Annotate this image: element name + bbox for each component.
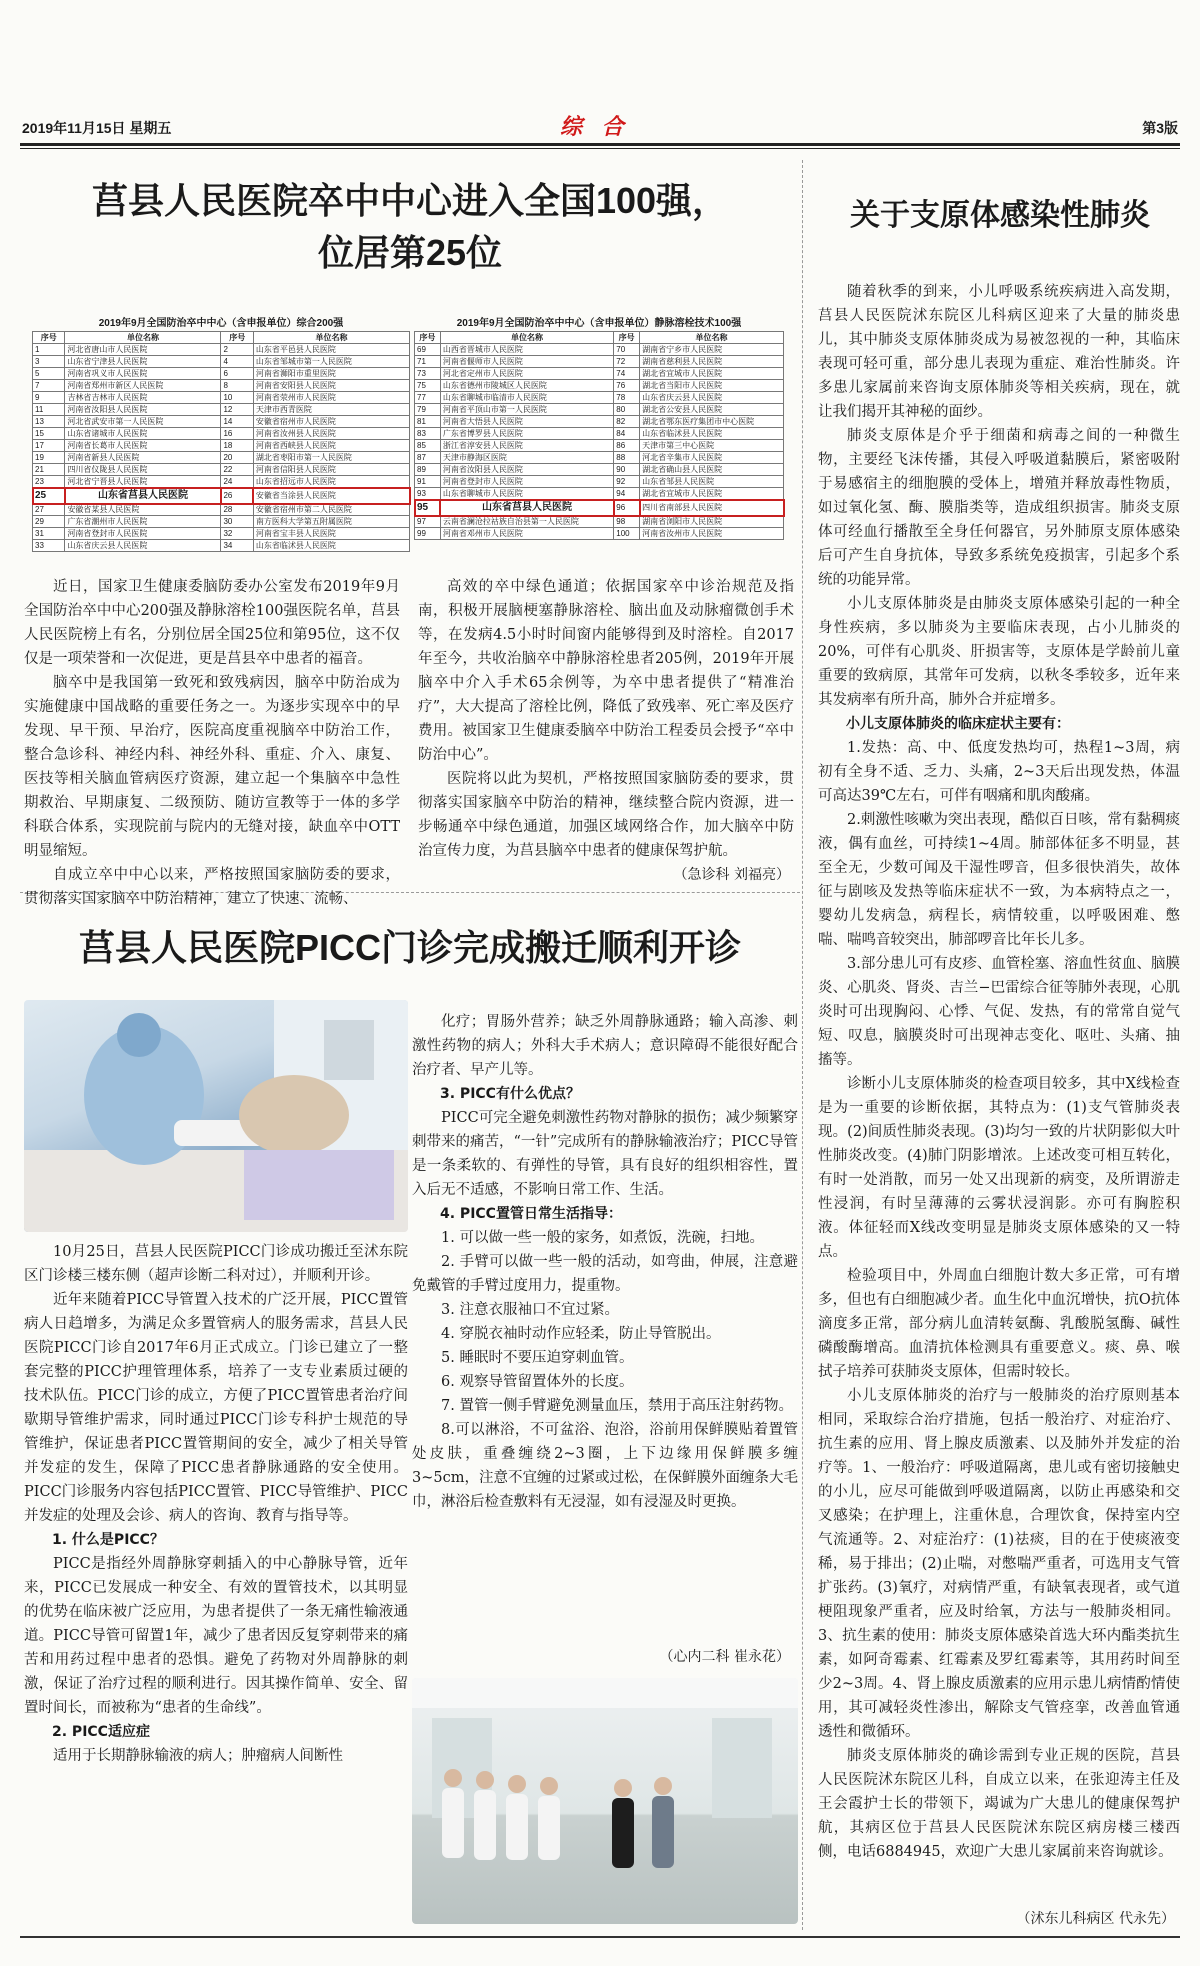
table-row — [33, 452, 410, 464]
article1-headline — [25, 175, 795, 279]
table-cell: 河南省郑州市新区人民医院 — [65, 380, 221, 392]
table-cell: 安徽省某县人民医院 — [65, 504, 221, 516]
table-cell: 山东省邹城市第一人民医院 — [253, 356, 409, 368]
table-row — [33, 440, 410, 452]
table-cell: 94 — [614, 488, 640, 500]
article2-headline: 莒县人民医院PICC门诊完成搬迁顺利开诊 — [78, 927, 741, 968]
table-header-row — [33, 332, 410, 344]
table-cell: 安徽省宿州市第二人民医院 — [253, 504, 409, 516]
table-cell: 山东省庆云县人民医院 — [65, 540, 221, 552]
table-cell: 河北省宁晋县人民医院 — [65, 476, 221, 488]
table-cell: 28 — [221, 504, 253, 516]
table-row-highlighted — [33, 488, 410, 504]
table-row — [415, 452, 784, 464]
ranking-table-thrombolysis — [414, 312, 784, 540]
paragraph: 小儿支原体肺炎的治疗与一般肺炎的治疗原则基本相同，采取综合治疗措施，包括一般治疗、对症治疗、抗生素的应用、肾上腺皮质激素、以及肺外并发症的治疗等。1、一般治疗：呼吸道隔离，患儿或有密切接触史的小儿，应尽可能做到呼吸道隔离，以防止再感染和交叉感染；在护理上，注重休息，合理饮食，保持室内空气流通等。2、对症治疗：(1)祛痰，目的在于使痰液变稀，易于排出；(2)止喘，对憋喘严重者，可选用支气管扩张药。(3)氧疗，对病情严重，有缺氧表现者，或气道梗阻现象严重者，应及时给氧，方法与一般肺炎相同。3、抗生素的使用：肺炎支原体感染首选大环内酯类抗生素，如阿奇霉素、红霉素及罗红霉素等，其用药时间至少2~3周。4、肾上腺皮质激素的应用示患儿病情酌情使用，其可减轻炎性渗出，解除支气管痉挛，改善血管通透性和微循环。 — [818, 1388, 1180, 1740]
table-cell: 90 — [614, 464, 640, 476]
table-cell: 33 — [33, 540, 65, 552]
paragraph: 近日，国家卫生健康委脑防委办公室发布2019年9月全国防治卒中中心200强及静脉溶栓100强医院名单，莒县人民医院榜上有名，分别位居全国25位和第95位，这不仅仅是一项荣誉和一次促进，更是莒县卒中患者的福音。 — [24, 579, 400, 667]
paragraph: 适用于长期静脉输液的病人；肿瘤病人间断性 — [53, 1748, 343, 1764]
table-cell: 山东省庆云县人民医院 — [640, 392, 784, 404]
article1-headline-line1: 莒县人民医院卒中中心进入全国100强， — [91, 180, 729, 221]
table-row — [415, 428, 784, 440]
table-cell: 2 — [221, 344, 253, 356]
table-row — [33, 368, 410, 380]
table-cell: 74 — [614, 368, 640, 380]
table-cell: 湖北省鄂东医疗集团市中心医院 — [640, 416, 784, 428]
table-row — [33, 416, 410, 428]
paragraph: 化疗；胃肠外营养；缺乏外周静脉通路；输入高渗、刺激性药物的病人；外科大手术病人；意识障碍不能很好配合治疗者、早产儿等。 — [412, 1014, 798, 1078]
table-cell: 安徽省当涂县人民医院 — [253, 488, 409, 504]
table-cell: 山东省诸城市人民医院 — [65, 428, 221, 440]
table-row — [415, 476, 784, 488]
table-row — [415, 404, 784, 416]
table-row — [33, 464, 410, 476]
table-cell: 100 — [614, 528, 640, 540]
table-cell: 吉林省吉林市人民医院 — [65, 392, 221, 404]
table-cell: 18 — [221, 440, 253, 452]
article3-byline: （沭东儿科病区 代永先） — [1016, 1911, 1175, 1927]
paragraph: 6. 观察导管留置体外的长度。 — [441, 1374, 634, 1390]
table-cell: 安徽省宿州市人民医院 — [253, 416, 409, 428]
article1-column-2 — [418, 575, 794, 863]
table-cell: 山东省聊城市临清市人民医院 — [440, 392, 613, 404]
paragraph: 近年来随着PICC导管置入技术的广泛开展，PICC置管病人日趋增多，为满足众多置管病人的服务需求，莒县人民医院PICC门诊自2017年6月正式成立。门诊已建立了一整套完整的PICC护理管理体系，培养了一支专业素质过硬的技术队伍。PICC门诊的成立，方便了PICC置管患者治疗间歇期导管维护需求，同时通过PICC门诊专科护士规范的导管维护，保证患者PICC置管期间的安全，减少了相关导管并发症的发生，保障了PICC患者静脉通路的安全使用。PICC门诊服务内容包括PICC置管、PICC导管维护、PICC并发症的处理及会诊、病人的咨询、教育与指导等。 — [24, 1292, 408, 1524]
ranking-table-comprehensive — [32, 312, 410, 552]
table-cell: 河南省邓州市人民医院 — [440, 528, 613, 540]
table-row — [33, 516, 410, 528]
article2-column-2 — [412, 1010, 798, 1514]
table-cell: 14 — [221, 416, 253, 428]
table-row — [415, 464, 784, 476]
table-cell: 16 — [221, 428, 253, 440]
table-cell: 76 — [614, 380, 640, 392]
table-cell: 3 — [33, 356, 65, 368]
table-cell: 山东省聊城市人民医院 — [440, 488, 613, 500]
table-row — [415, 380, 784, 392]
table-cell: 99 — [415, 528, 441, 540]
table-cell: 天津市第三中心医院 — [640, 440, 784, 452]
table-cell: 湖北省枣阳市第一人民医院 — [253, 452, 409, 464]
article1-headline-line2: 位居第25位 — [317, 232, 503, 273]
table-cell: 86 — [614, 440, 640, 452]
table-cell: 河南省汝州市人民医院 — [640, 528, 784, 540]
table-header-cell: 序号 — [415, 332, 441, 344]
table-cell: 湖北省公安县人民医院 — [640, 404, 784, 416]
table-cell: 24 — [221, 476, 253, 488]
table-cell: 山东省莒县人民医院 — [65, 488, 221, 504]
table-cell: 85 — [415, 440, 441, 452]
table-row — [415, 368, 784, 380]
table-header-cell: 单位名称 — [65, 332, 221, 344]
paragraph: 8.可以淋浴，不可盆浴、泡浴，浴前用保鲜膜贴着置管处皮肤，重叠缠绕2~3圈，上下边缘用保鲜膜多缠3~5cm，注意不宜缠的过紧或过松，在保鲜膜外面缠条大毛巾，淋浴后检查敷料有无浸湿，如有浸湿及时更换。 — [412, 1422, 798, 1510]
paragraph: 7. 置管一侧手臂避免测量血压，禁用于高压注射药物。 — [441, 1398, 793, 1414]
table-cell: 湖南省浏阳市人民医院 — [640, 516, 784, 528]
table-cell: 河南省信阳县人民医院 — [253, 464, 409, 476]
table-header-cell: 单位名称 — [640, 332, 784, 344]
photo-picc-procedure — [24, 1000, 408, 1232]
column-divider — [802, 160, 803, 1930]
table-row — [33, 504, 410, 516]
article3-headline: 关于支原体感染性肺炎 — [850, 198, 1150, 233]
paragraph: 肺炎支原体是介乎于细菌和病毒之间的一种微生物，主要经飞沫传播，其侵入呼吸道黏膜后，紧密吸附于易感宿主的细胞膜的受体上，增殖并释放毒性物质，如过氧化氢、酶、膜脂类等，造成组织损害。肺炎支原体可经血行播散至全身任何器官，另外肺原支原体感染后可产生自身抗体，导致多系统免疫损害，引起多个系统的功能异常。 — [818, 428, 1180, 588]
table-cell: 浙江省淳安县人民医院 — [440, 440, 613, 452]
paragraph: 5. 睡眠时不要压迫穿刺血管。 — [441, 1350, 634, 1366]
table-cell: 21 — [33, 464, 65, 476]
table-header-cell: 单位名称 — [253, 332, 409, 344]
footer-rule — [20, 1936, 1180, 1938]
table-cell: 广东省博罗县人民医院 — [440, 428, 613, 440]
article1-column-1 — [24, 575, 400, 911]
table-cell: 广东省潮州市人民医院 — [65, 516, 221, 528]
photo-clinic-staff — [412, 1678, 798, 1924]
table-row — [33, 356, 410, 368]
table-row — [33, 476, 410, 488]
paragraph: 3. 注意衣服袖口不宜过紧。 — [441, 1302, 619, 1318]
table-cell: 山东省邹县人民医院 — [640, 476, 784, 488]
table-caption: 2019年9月全国防治卒中中心（含申报单位）静脉溶栓技术100强 — [456, 318, 742, 329]
table-header-cell: 序号 — [614, 332, 640, 344]
table-cell: 湖北省宜城市人民医院 — [640, 488, 784, 500]
table-cell: 河南省平顶山市第一人民医院 — [440, 404, 613, 416]
table-cell: 22 — [221, 464, 253, 476]
table-cell: 70 — [614, 344, 640, 356]
paragraph: 肺炎支原体肺炎的确诊需到专业正规的医院，莒县人民医院沭东院区儿科，自成立以来，在张迎涛主任及王会霞护士长的带领下，竭诚为广大患儿的健康保驾护航，其病区位于莒县人民医院沭东院区病房楼三楼西侧，电话6884945，欢迎广大患儿家属前来咨询就诊。 — [818, 1748, 1180, 1860]
paragraph: 2. 手臂可以做一些一般的活动，如弯曲，伸展，注意避免戴管的手臂过度用力，提重物。 — [412, 1254, 798, 1294]
table-cell: 河北省唐山市人民医院 — [65, 344, 221, 356]
table-cell: 河北省定州市人民医院 — [440, 368, 613, 380]
table-cell: 山西省晋城市人民医院 — [440, 344, 613, 356]
table-header-cell: 序号 — [221, 332, 253, 344]
table-cell: 河南省汝阳县人民医院 — [440, 464, 613, 476]
table-cell: 15 — [33, 428, 65, 440]
table-cell: 南方医科大学第五附属医院 — [253, 516, 409, 528]
paragraph: 4. 穿脱衣袖时动作应轻柔，防止导管脱出。 — [441, 1326, 721, 1342]
subheading: 1. 什么是PICC？ — [52, 1532, 164, 1548]
table-cell: 4 — [221, 356, 253, 368]
table-cell: 山东省招远市人民医院 — [253, 476, 409, 488]
article1-byline: （急诊科 刘福亮） — [673, 867, 790, 883]
table-row — [415, 344, 784, 356]
header-rule-thin — [20, 148, 1180, 149]
table-cell: 80 — [614, 404, 640, 416]
table-cell: 天津市静海区医院 — [440, 452, 613, 464]
table-cell: 83 — [415, 428, 441, 440]
photo-clinic-staff-image — [412, 1678, 798, 1924]
table-cell: 7 — [33, 380, 65, 392]
paragraph: 小儿支原体肺炎是由肺炎支原体感染引起的一种全身性疾病，多以肺炎为主要临床表现，占小儿肺炎的20%，可伴有心肌炎、肝损害等，支原体是学龄前儿童重要的致病原，其常年可发病，以秋冬季较多，近年来其发病率有所升高，肺外合并症增多。 — [818, 596, 1180, 708]
table-cell: 河南省汝州县人民医院 — [253, 428, 409, 440]
table-cell: 27 — [33, 504, 65, 516]
table-cell: 32 — [221, 528, 253, 540]
paragraph: 1.发热：高、中、低度发热均可，热程1~3周，病初有全身不适、乏力、头痛，2~3天后出现发热，体温可高达39℃左右，可伴有咽痛和肌肉酸痛。 — [818, 740, 1180, 804]
paragraph: PICC是指经外周静脉穿刺插入的中心静脉导管，近年来，PICC已发展成一种安全、有效的置管技术，以其明显的优势在临床被广泛应用，为患者提供了一条无痛性输液通道。PICC导管可留置1年，减少了患者因反复穿刺带来的痛苦和用药过程中患者的恐惧。避免了药物对外周静脉的刺激，保证了治疗过程的顺利进行。因其操作简单、安全、留置时间长，而被称为“患者的生命线”。 — [24, 1556, 408, 1716]
issue-date: 2019年11月15日 星期五 — [22, 120, 172, 136]
table-cell: 山东省德州市陵城区人民医院 — [440, 380, 613, 392]
table-cell: 四川省南部县人民医院 — [640, 500, 784, 516]
paragraph: 诊断小儿支原体肺炎的检查项目较多，其中X线检查是为一重要的诊断依据，其特点为：(1)支气管肺炎表现。(2)间质性肺炎表现。(3)均匀一致的片状阴影似大叶性肺炎改变。(4)肺门阴影增浓。上述改变可相互转化，有时一处消散，而另一处又出现新的病变，及所谓游走性浸润，有时呈薄薄的云雾状浸润影。亦可有胸腔积液。体征轻而X线改变明显是肺炎支原体感染的又一特点。 — [818, 1076, 1180, 1260]
table-cell: 1 — [33, 344, 65, 356]
table-cell: 13 — [33, 416, 65, 428]
table-cell: 河南省浉阳市重里医院 — [253, 368, 409, 380]
table-row — [415, 356, 784, 368]
table-cell: 11 — [33, 404, 65, 416]
table-cell: 河南省宝丰县人民医院 — [253, 528, 409, 540]
header-rule — [20, 143, 1180, 146]
table-cell: 26 — [221, 488, 253, 504]
table-cell: 19 — [33, 452, 65, 464]
table-cell: 河南省巩义市人民医院 — [65, 368, 221, 380]
paragraph: 1. 可以做一些一般的家务，如煮饭，洗碗，扫地。 — [441, 1230, 764, 1246]
table-cell: 29 — [33, 516, 65, 528]
photo-picc-procedure-image — [24, 1000, 408, 1232]
table-cell: 河南省安阳县人民医院 — [253, 380, 409, 392]
section-name: 综 合 — [560, 114, 630, 140]
paragraph: 随着秋季的到来，小儿呼吸系统疾病进入高发期，莒县人民医院沭东院区儿科病区迎来了大量的肺炎患儿，其中肺炎支原体肺炎成为易被忽视的一种，其临床表现可轻可重，部分患儿表现为重症、难治性肺炎。许多患儿家属前来咨询支原体肺炎等相关疾病，现在，就让我们揭开其神秘的面纱。 — [818, 284, 1180, 420]
table-cell: 9 — [33, 392, 65, 404]
table-row — [415, 392, 784, 404]
table-cell: 78 — [614, 392, 640, 404]
table-row — [415, 440, 784, 452]
table-row — [33, 392, 410, 404]
table-cell: 山东省临沭县人民医院 — [253, 540, 409, 552]
table-cell: 92 — [614, 476, 640, 488]
table-row — [415, 416, 784, 428]
article3-body — [818, 280, 1180, 1864]
subheading: 3. PICC有什么优点？ — [440, 1086, 580, 1102]
table-cell: 72 — [614, 356, 640, 368]
table-cell: 8 — [221, 380, 253, 392]
paragraph: 自成立卒中中心以来，严格按照国家脑防委的要求，贯彻落实国家脑卒中防治精神，建立了快速、流畅、 — [24, 867, 400, 907]
subheading: 4. PICC置管日常生活指导： — [440, 1206, 622, 1222]
table-cell: 山东省临沭县人民医院 — [640, 428, 784, 440]
paragraph: 10月25日，莒县人民医院PICC门诊成功搬迁至沭东院区门诊楼三楼东侧（超声诊断二科对过），并顺利开诊。 — [24, 1244, 408, 1284]
paragraph: 2.刺激性咳嗽为突出表现，酷似百日咳，常有黏稠痰液，偶有血丝，可持续1~4周。肺部体征多不明显，甚至全无，少数可闻及干湿性啰音，但多很快消失，故体征与剧咳及发热等临床症状不一致，为本病特点之一，婴幼儿发病急，病程长，病情较重，以呼吸困难、憋喘、喘鸣音较突出，肺部啰音比年长儿多。 — [818, 812, 1180, 948]
table-cell: 69 — [415, 344, 441, 356]
table-row — [415, 488, 784, 500]
table-cell: 云南省澜沧拉祜族自治县第一人民医院 — [440, 516, 613, 528]
table-cell: 71 — [415, 356, 441, 368]
table-row — [33, 380, 410, 392]
table-cell: 5 — [33, 368, 65, 380]
table-cell: 82 — [614, 416, 640, 428]
table-cell: 95 — [415, 500, 441, 516]
table-cell: 81 — [415, 416, 441, 428]
table-row-highlighted — [415, 500, 784, 516]
table-cell: 73 — [415, 368, 441, 380]
table-cell: 31 — [33, 528, 65, 540]
table-cell: 河北省辛集市人民医院 — [640, 452, 784, 464]
table-cell: 34 — [221, 540, 253, 552]
table-header-row — [415, 332, 784, 344]
table-cell: 91 — [415, 476, 441, 488]
table-row — [33, 428, 410, 440]
table-cell: 88 — [614, 452, 640, 464]
table-row — [33, 528, 410, 540]
table-header-cell: 序号 — [33, 332, 65, 344]
table-cell: 河南省新县人民医院 — [65, 452, 221, 464]
table-cell: 77 — [415, 392, 441, 404]
table-cell: 84 — [614, 428, 640, 440]
article2-byline: （心内二科 崔永花） — [659, 1649, 790, 1665]
table-cell: 河南省偃师市人民医院 — [440, 356, 613, 368]
table-cell: 四川省仪陇县人民医院 — [65, 464, 221, 476]
table-cell: 河南省长葛市人民医院 — [65, 440, 221, 452]
table-row — [415, 516, 784, 528]
page-number: 第3版 — [1142, 120, 1178, 136]
table-cell: 75 — [415, 380, 441, 392]
table-cell: 20 — [221, 452, 253, 464]
paragraph: PICC可完全避免刺激性药物对静脉的损伤；减少频繁穿刺带来的痛苦，“一针”完成所有的静脉输液治疗；PICC导管是一条柔软的、有弹性的导管，具有良好的组织相容性，置入后无不适感，不影响日常工作、生活。 — [412, 1110, 798, 1198]
table-cell: 93 — [415, 488, 441, 500]
table-cell: 89 — [415, 464, 441, 476]
article2-column-1 — [24, 1240, 408, 1768]
table-cell: 河北省武安市第一人民医院 — [65, 416, 221, 428]
table-cell: 79 — [415, 404, 441, 416]
table-cell: 10 — [221, 392, 253, 404]
table-cell: 23 — [33, 476, 65, 488]
table-cell: 湖南省慈利县人民医院 — [640, 356, 784, 368]
table-caption: 2019年9月全国防治卒中中心（含申报单位）综合200强 — [98, 318, 344, 329]
table-cell: 湖北省当阳市人民医院 — [640, 380, 784, 392]
table-cell: 98 — [614, 516, 640, 528]
table-cell: 湖北省确山县人民医院 — [640, 464, 784, 476]
table-cell: 河南省大悟县人民医院 — [440, 416, 613, 428]
table-cell: 山东省平邑县人民医院 — [253, 344, 409, 356]
subheading: 小儿支原体肺炎的临床症状主要有： — [846, 716, 1070, 732]
table-cell: 山东省宁津县人民医院 — [65, 356, 221, 368]
table-cell: 96 — [614, 500, 640, 516]
table-cell: 河南省荥州市人民医院 — [253, 392, 409, 404]
table-row — [415, 528, 784, 540]
table-header-cell: 单位名称 — [440, 332, 613, 344]
table-cell: 17 — [33, 440, 65, 452]
table-cell: 25 — [33, 488, 65, 504]
table-cell: 河南省汝阳县人民医院 — [65, 404, 221, 416]
table-cell: 山东省莒县人民医院 — [440, 500, 613, 516]
table-cell: 湖北省宜城市人民医院 — [640, 368, 784, 380]
table-row — [33, 404, 410, 416]
table-row — [33, 540, 410, 552]
table-cell: 湖南省宁乡市人民医院 — [640, 344, 784, 356]
table-cell: 河南省西峡县人民医院 — [253, 440, 409, 452]
table-cell: 河南省登封市人民医院 — [65, 528, 221, 540]
paragraph: 3.部分患儿可有皮疹、血管栓塞、溶血性贫血、脑膜炎、心肌炎、肾炎、吉兰−巴雷综合征等肺外表现，心肌炎时可出现胸闷、心悸、气促、发热，有的常常自觉气短、叹息，脑膜炎时可出现神志变化、呕吐、头痛、抽搐等。 — [818, 956, 1180, 1068]
table-cell: 河南省登封市人民医院 — [440, 476, 613, 488]
table-cell: 天津市西青医院 — [253, 404, 409, 416]
table-cell: 97 — [415, 516, 441, 528]
paragraph: 脑卒中是我国第一致死和致残病因，脑卒中防治成为实施健康中国战略的重要任务之一。为逐步实现卒中的早发现、早干预、早治疗，医院高度重视脑卒中防治工作，整合急诊科、神经内科、神经外科、重症、介入、康复、医技等相关脑血管病医疗资源，建立起一个集脑卒中急性期救治、早期康复、二级预防、随访宣教等于一体的多学科联合体系，实现院前与院内的无缝对接，缺血卒中OTT明显缩短。 — [24, 675, 400, 859]
subheading: 2. PICC适应症 — [52, 1724, 150, 1740]
table-cell: 6 — [221, 368, 253, 380]
paragraph: 检验项目中，外周血白细胞计数大多正常，可有增多，但也有白细胞减少者。血生化中血沉增快，抗O抗体滴度多正常，部分病儿血清转氨酶、乳酸脱氢酶、碱性磷酸酶增高。血清抗体检测具有重要意义。痰、鼻、喉拭子培养可获肺炎支原体，但需时较长。 — [818, 1268, 1180, 1380]
table-cell: 30 — [221, 516, 253, 528]
paragraph: 医院将以此为契机，严格按照国家脑防委的要求，贯彻落实国家脑卒中防治的精神，继续整合院内资源，进一步畅通卒中绿色通道，加强区域网络合作，加大脑卒中防治宣传力度，为莒县脑卒中患者的健康保驾护航。 — [418, 771, 794, 859]
table-row — [33, 344, 410, 356]
table-cell: 12 — [221, 404, 253, 416]
table-cell: 87 — [415, 452, 441, 464]
paragraph: 高效的卒中绿色通道；依据国家卒中诊治规范及指南，积极开展脑梗塞静脉溶栓、脑出血及动脉瘤微创手术等，在发病4.5小时时间窗内能够得到及时溶栓。自2017年至今，共收治脑卒中静脉溶栓患者205例，2019年开展脑卒中介入手术65余例等，为卒中患者提供了“精准治疗”，大大提高了溶栓比例，降低了致残率、死亡率及医疗费用。被国家卫生健康委脑卒中防治工程委员会授予“卒中防治中心”。 — [418, 579, 794, 763]
